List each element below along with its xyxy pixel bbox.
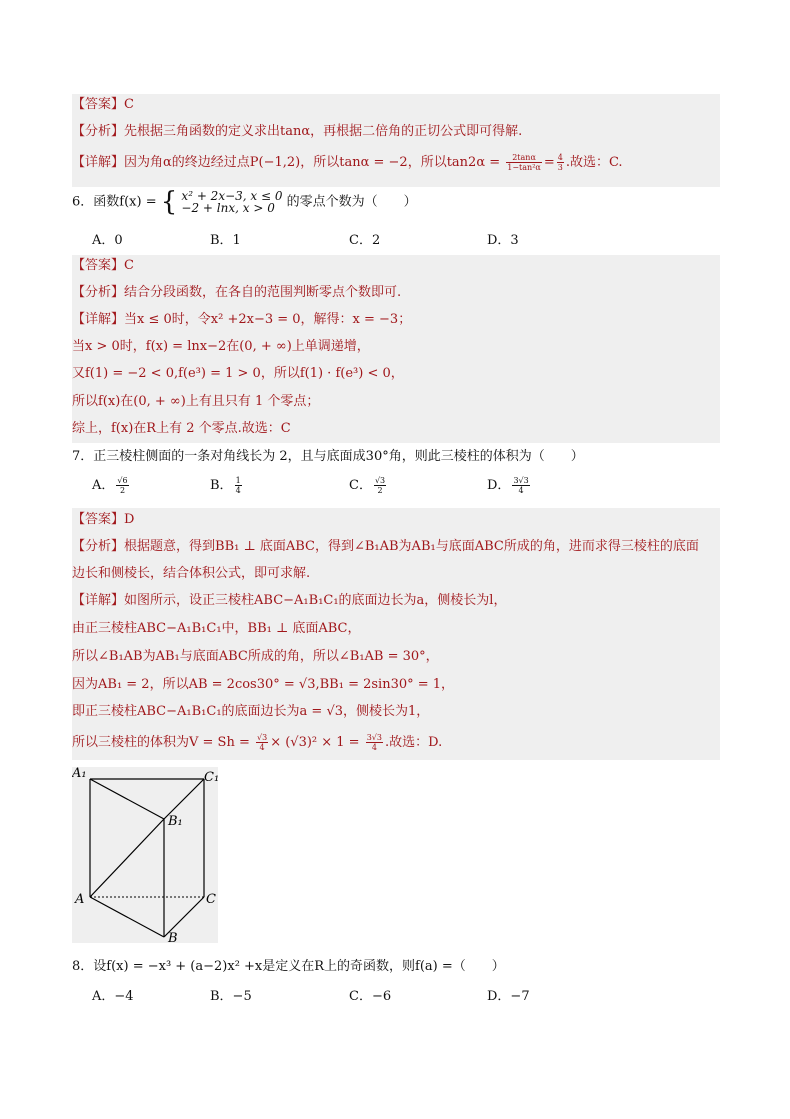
- q5-analysis: 【分析】先根据三角函数的定义求出tanα，再根据二倍角的正切公式即可得解.: [72, 124, 523, 139]
- q6-stem: 6．函数f(x) = { x² + 2x−3, x ≤ 0 −2 + lnx, x > 0 的零点个数为（ ）: [72, 187, 417, 217]
- answer-label: 【答案】: [72, 97, 125, 112]
- label-a1: A₁: [72, 767, 87, 781]
- q7-detail-2: 由正三棱柱ABC−A₁B₁C₁中，BB₁ ⊥ 底面ABC，: [72, 621, 361, 636]
- q6-detail-3: 又f(1) = −2 < 0,f(e³) = 1 > 0，所以f(1) · f(e³) < 0，: [72, 366, 404, 381]
- option-b[interactable]: B． $\frac{1}{4}$: [210, 476, 241, 495]
- edge-b1c1: [164, 779, 204, 819]
- prism-figure: [72, 767, 218, 943]
- option-b[interactable]: B．1: [210, 233, 241, 248]
- option-a[interactable]: A．−4: [92, 989, 134, 1004]
- q7-analysis-1: 【分析】根据题意，得到BB₁ ⊥ 底面ABC，得到∠B₁AB为AB₁与底面ABC所成的角，进而求得三棱柱的底面: [72, 539, 699, 554]
- diagonal-ab1: [90, 819, 164, 897]
- option-c[interactable]: C．−6: [349, 989, 392, 1004]
- brace: {: [160, 187, 178, 217]
- q6-detail-4: 所以f(x)在(0, + ∞)上有且只有 1 个零点；: [72, 394, 320, 409]
- option-d[interactable]: D．−7: [487, 989, 530, 1004]
- label-b: B: [168, 931, 178, 943]
- edge-ab: [90, 897, 164, 937]
- option-d[interactable]: D．3: [487, 233, 519, 248]
- q6-detail-2: 当x > 0时，f(x) = lnx−2在(0, + ∞)上单调递增，: [72, 339, 370, 354]
- q6-analysis: 【分析】结合分段函数，在各自的范围判断零点个数即可.: [72, 285, 402, 300]
- q7-detail-3: 所以∠B₁AB为AB₁与底面ABC所成的角，所以∠B₁AB = 30°，: [72, 649, 439, 664]
- q5-detail: 【详解】因为角α的终边经过点P(−1,2)，所以tanα = −2，所以tan2α = $\frac{2\tan\alpha}{\text{1−tan²α}}$ = $\frac{4}{3}$ .故选：C.: [72, 153, 623, 172]
- option-a[interactable]: A． $\frac{√6}{2}$: [92, 476, 128, 495]
- q8-stem: 8．设f(x) = −x³ + (a−2)x² +x是定义在R上的奇函数，则f(a) =（ ）: [72, 959, 505, 974]
- prism-diagram: [72, 767, 218, 943]
- q7-answer: 【答案】D: [72, 512, 135, 527]
- q6-answer: 【答案】C: [72, 258, 134, 273]
- q6-detail-1: 【详解】当x ≤ 0时，令x² +2x−3 = 0，解得：x = −3；: [72, 312, 412, 327]
- option-a[interactable]: A．0: [92, 233, 123, 248]
- option-d[interactable]: D． $\frac{3√3}{4}$: [487, 476, 529, 495]
- q7-detail-6: 所以三棱柱的体积为V = Sh = $\frac{√3}{4}$ × (√3)² × 1 = $\frac{3√3}{4}$ .故选：D.: [72, 733, 443, 752]
- q7-detail-5: 即正三棱柱ABC−A₁B₁C₁的底面边长为a = √3，侧棱长为1，: [72, 704, 430, 719]
- q5-answer: 【答案】C: [72, 97, 134, 112]
- fraction: $\frac{4}{3}$: [557, 153, 563, 172]
- q6-detail-5: 综上，f(x)在R上有 2 个零点.故选：C: [72, 421, 291, 436]
- option-c[interactable]: C． $\frac{√3}{2}$: [349, 476, 386, 495]
- edge-a1b1: [90, 779, 164, 819]
- label-b1: B₁: [168, 814, 183, 829]
- label-a: A: [75, 892, 85, 907]
- q7-detail-1: 【详解】如图所示，设正三棱柱ABC−A₁B₁C₁的底面边长为a，侧棱长为l，: [72, 593, 507, 608]
- q7-detail-4: 因为AB₁ = 2，所以AB = 2cos30° = √3,BB₁ = 2sin30° = 1，: [72, 677, 455, 692]
- option-b[interactable]: B．−5: [210, 989, 252, 1004]
- label-c: C: [206, 892, 216, 907]
- piecewise: x² + 2x−3, x ≤ 0 −2 + lnx, x > 0: [181, 189, 283, 215]
- q7-analysis-2: 边长和侧棱长，结合体积公式，即可求解.: [72, 566, 311, 581]
- detail-label: 【详解】: [72, 155, 125, 170]
- q7-stem: 7．正三棱柱侧面的一条对角线长为 2，且与底面成30°角，则此三棱柱的体积为（ ）: [72, 449, 584, 464]
- fraction: $\frac{2\tan\alpha}{\text{1−tan²α}}$: [507, 153, 541, 172]
- option-c[interactable]: C．2: [349, 233, 381, 248]
- label-c1: C₁: [204, 770, 218, 785]
- analysis-label: 【分析】: [72, 124, 125, 139]
